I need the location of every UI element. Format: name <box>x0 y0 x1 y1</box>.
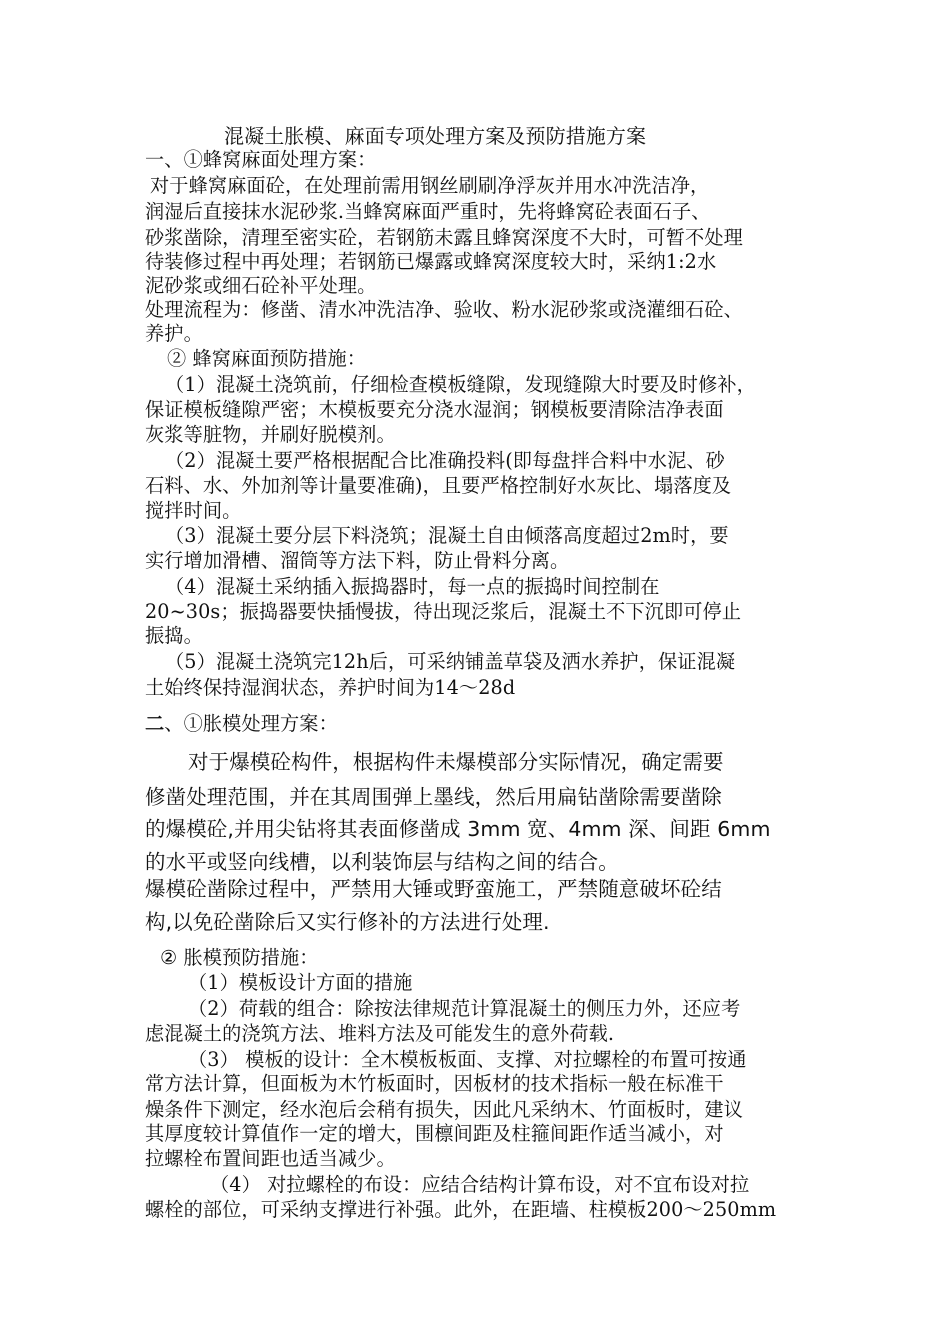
section1-prevention-heading: ② 蜂窝麻面预防措施： <box>167 347 367 370</box>
section2-item-line: （1）模板设计方面的措施 <box>188 971 413 994</box>
section1-item-line: 灰浆等脏物，并刷好脱模剂。 <box>145 423 396 446</box>
section2-prevention-heading: ② 胀模预防措施： <box>160 946 319 969</box>
section2-body-line: 爆模砼凿除过程中，严禁用大锤或野蛮施工，严禁随意破坏砼结 <box>145 877 722 901</box>
section1-body-line: 对于蜂窝麻面砼，在处理前需用钢丝刷刷净浮灰并用水冲洗洁净， <box>150 174 710 197</box>
section2-item-line: 螺栓的部位，可采纳支撑进行补强。此外，在距墙、柱模板200～250mm <box>145 1198 777 1221</box>
section2-heading-mark: 二 <box>145 712 165 735</box>
section2-item-line: 虑混凝土的浇筑方法、堆料方法及可能发生的意外荷载. <box>145 1022 615 1045</box>
section2-item-line: 燥条件下测定，经水泡后会稍有损失，因此凡采纳木、竹面板时，建议 <box>145 1098 743 1121</box>
section2-item-line: 拉螺栓布置间距也适当减少。 <box>145 1147 396 1170</box>
section1-item-line: （3）混凝土要分层下料浇筑；混凝土自由倾落高度超过2m时，要 <box>165 524 729 547</box>
section1-item-line: 石料、水、外加剂等计量要准确)，且要严格控制好水灰比、塌落度及 <box>145 474 732 497</box>
section2-heading-text: 、①胀模处理方案： <box>164 712 338 735</box>
section1-body-line: 处理流程为：修凿、清水冲洗洁净、验收、粉水泥砂浆或浇灌细石砼、 <box>145 298 743 321</box>
section1-item-line: 20~30s；振捣器要快插慢拔，待出现泛浆后，混凝土不下沉即可停止 <box>145 600 742 623</box>
section2-heading <box>145 712 338 736</box>
section2-body-line: 的水平或竖向线槽，以利装饰层与结构之间的结合。 <box>145 850 619 874</box>
section1-item-line: （5）混凝土浇筑完12h后，可采纳铺盖草袋及洒水养护，保证混凝 <box>165 650 736 673</box>
section1-body-line: 养护。 <box>145 322 203 345</box>
section2-item-line: 其厚度较计算值作一定的增大，围檩间距及柱箍间距作适当减小，对 <box>145 1122 724 1145</box>
section2-body-line: 的爆模砼,并用尖钻将其表面修凿成 3mm 宽、4mm 深、间距 6mm <box>145 817 771 841</box>
section2-item-line: （4） 对拉螺栓的布设：应结合结构计算布设，对不宜布设对拉 <box>210 1173 750 1196</box>
section1-body-line: 润湿后直接抹水泥砂浆.当蜂窝麻面严重时，先将蜂窝砼表面石子、 <box>145 200 711 223</box>
section1-item-line: 实行增加滑槽、溜筒等方法下料，防止骨料分离。 <box>145 549 570 572</box>
section1-item-line: 土始终保持湿润状态，养护时间为14～28d <box>145 676 516 699</box>
section1-item-line: （1）混凝土浇筑前，仔细检查模板缝隙，发现缝隙大时要及时修补， <box>165 373 756 396</box>
section2-body-line: 修凿处理范围，并在其周围弹上墨线，然后用扁钻凿除需要凿除 <box>145 785 722 809</box>
section1-body-line: 泥砂浆或细石砼补平处理。 <box>145 274 377 297</box>
section2-item-line: （3） 模板的设计：全木模板板面、支撑、对拉螺栓的布置可按通 <box>188 1048 747 1071</box>
section2-item-line: 常方法计算，但面板为木竹板面时，因板材的技术指标一般在标准干 <box>145 1072 724 1095</box>
section1-item-line: 搅拌时间。 <box>145 499 242 522</box>
section1-body-line: 待装修过程中再处理；若钢筋已爆露或蜂窝深度较大时，采纳1:2水 <box>145 250 717 273</box>
section2-item-line: （2）荷载的组合：除按法律规范计算混凝土的侧压力外，还应考 <box>188 997 741 1020</box>
section1-item-line: （2）混凝土要严格根据配合比准确投料(即每盘拌合料中水泥、砂 <box>165 449 725 472</box>
document-title: 混凝土胀模、麻面专项处理方案及预防措施方案 <box>224 124 647 148</box>
section1-item-line: 保证模板缝隙严密；木模板要充分浇水湿润；钢模板要清除洁净表面 <box>145 398 724 421</box>
section2-body-line: 构,以免砼凿除后又实行修补的方法进行处理. <box>145 910 550 934</box>
section2-body-line: 对于爆模砼构件，根据构件未爆模部分实际情况，确定需要 <box>188 750 724 774</box>
section1-item-line: （4）混凝土采纳插入振捣器时，每一点的振捣时间控制在 <box>165 575 660 598</box>
section1-item-line: 振捣。 <box>145 624 203 647</box>
section1-body-line: 砂浆凿除，清理至密实砼，若钢筋未露且蜂窝深度不大时，可暂不处理 <box>145 226 743 249</box>
section1-heading: 一、①蜂窝麻面处理方案： <box>145 148 377 171</box>
